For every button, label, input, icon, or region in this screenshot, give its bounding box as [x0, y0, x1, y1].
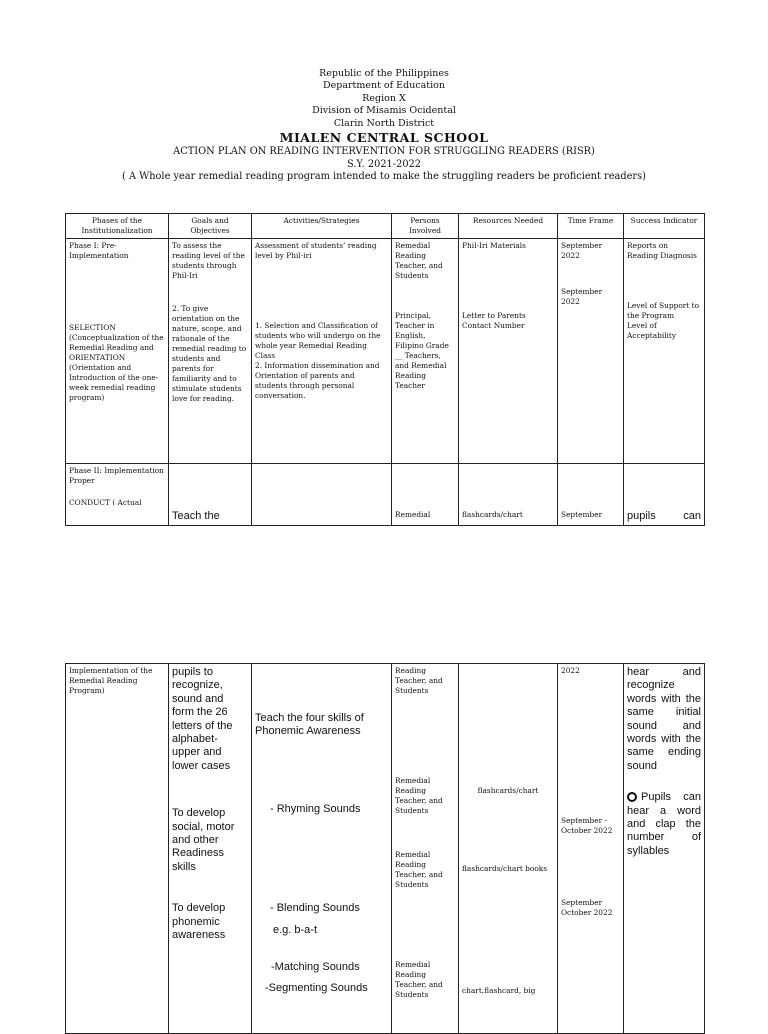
success-text: hear and recognize words with the same initial sound and words with the same ending sound	[627, 666, 701, 772]
time-text: September	[561, 510, 603, 519]
school-name: MIALEN CENTRAL SCHOOL	[279, 130, 489, 146]
time-text: September October 2022	[561, 898, 613, 917]
persons-text: Remedial Reading Teacher, and Students	[395, 241, 443, 280]
resources-text: flashcards/chart	[477, 786, 539, 795]
resources-text: flashcards/chart books	[462, 864, 548, 873]
persons-cell	[392, 239, 459, 464]
time-text: September - October 2022	[561, 816, 613, 835]
column-header: Goals and Objectives	[169, 214, 252, 239]
time-text: September 2022	[561, 241, 603, 260]
action-plan-table-part1	[65, 213, 705, 526]
time-text: September 2022	[561, 287, 603, 306]
column-header: Success Indicator	[624, 214, 705, 239]
success-cell	[624, 664, 705, 1034]
success-text: Level of Acceptability	[627, 321, 677, 340]
table-row-phase1	[66, 239, 705, 464]
column-header: Resources Needed	[459, 214, 558, 239]
column-header: Activities/Strategies	[252, 214, 392, 239]
resources-text: Phil-Iri Materials	[462, 241, 526, 250]
success-cell	[624, 239, 705, 464]
column-header: Phases of the Institutionalization	[66, 214, 169, 239]
time-cell	[558, 664, 624, 1034]
resources-text: flashcards/chart	[462, 510, 523, 519]
resources-cell	[459, 664, 558, 1034]
goal-text: To develop social, motor and other Readiness skills	[172, 807, 235, 873]
success-text: Reports on Reading Diagnosis	[627, 241, 697, 260]
success-text: pupils can	[627, 510, 701, 522]
activities-cell	[252, 664, 392, 1034]
time-cell	[558, 464, 624, 526]
goals-cell	[169, 664, 252, 1034]
resources-text: chart,flashcard, big	[462, 986, 536, 995]
plan-description: ( A Whole year remedial reading program intended to make the struggling readers be proficient readers)	[122, 171, 646, 183]
activities-cell	[252, 239, 392, 464]
activity-text: - Rhyming Sounds	[270, 802, 361, 815]
goal-text: 2. To give orientation on the nature, scope, and rationale of the remedial reading to students and parents for familiarity and to stimulate students love for reading.	[172, 304, 247, 403]
persons-cell	[392, 664, 459, 1034]
phase-label: Phase I: Pre-Implementation	[69, 241, 129, 260]
time-cell	[558, 239, 624, 464]
phase-cell	[66, 464, 169, 526]
goal-text: To develop phonemic awareness	[172, 902, 226, 942]
table-header-row	[66, 214, 705, 239]
activity-text: -Segmenting Sounds	[265, 982, 368, 995]
action-plan-table-part2	[65, 663, 705, 1034]
phase-cell	[66, 239, 169, 464]
conduct-label: CONDUCT ( Actual	[69, 498, 142, 507]
header-line-department: Department of Education	[323, 80, 445, 92]
header-line-region: Region X	[362, 92, 406, 104]
header-line-division: Division of Misamis Ocidental	[312, 105, 456, 117]
success-text: Level of Support to the Program	[627, 301, 700, 320]
phase-label: Implementation of the Remedial Reading Program)	[69, 666, 153, 695]
header-line-republic: Republic of the Philippines	[319, 68, 449, 79]
phase-label: Phase II: Implementation Proper	[69, 466, 164, 485]
goals-cell	[169, 239, 252, 464]
header-line-district: Clarin North District	[333, 117, 435, 129]
phase-cell	[66, 664, 169, 1034]
persons-text: Remedial	[395, 510, 431, 519]
school-year: S.Y. 2021-2022	[346, 158, 422, 170]
resources-cell	[459, 239, 558, 464]
resources-text: Letter to Parents Contact Number	[462, 311, 526, 330]
table-row-implementation	[66, 664, 705, 1034]
persons-text: Remedial Reading Teacher, and Students	[395, 960, 443, 999]
plan-title: ACTION PLAN ON READING INTERVENTION FOR STRUGGLING READERS (RISR)	[173, 146, 595, 158]
column-header: Time Frame	[558, 214, 624, 239]
activity-text: 1. Selection and Classification of students who will undergo on the whole year Remedial Reading Class	[255, 321, 381, 360]
resources-cell	[459, 464, 558, 526]
document-header	[0, 68, 768, 184]
circle-bullet-icon	[627, 792, 637, 802]
success-cell	[624, 464, 705, 526]
activity-text: e.g. b-a-t	[273, 923, 318, 936]
selection-label: SELECTION (Conceptualization of the Remedial Reading and ORIENTATION (Orientation and Introduction of the one-week remedial reading program)	[69, 323, 164, 402]
goal-text: Teach the	[172, 510, 220, 522]
goals-cell	[169, 464, 252, 526]
activity-text: - Blending Sounds	[270, 902, 360, 915]
persons-text: Reading Teacher, and Students	[395, 666, 443, 695]
activity-text: -Matching Sounds	[271, 961, 360, 974]
persons-text: Principal, Teacher in English, Filipino Grade __ Teachers, and Remedial Reading Teacher	[395, 311, 449, 390]
success-text: Pupils can hear a word and clap the number of syllables	[627, 791, 701, 857]
persons-cell	[392, 464, 459, 526]
activity-text: Teach the four skills of Phonemic Awareness	[255, 712, 364, 738]
column-header: Persons Involved	[392, 214, 459, 239]
persons-text: Remedial Reading Teacher, and Students	[395, 850, 443, 889]
success-item-bullet	[627, 791, 701, 858]
persons-text: Remedial Reading Teacher, and Students	[395, 776, 443, 815]
activities-cell	[252, 464, 392, 526]
activity-text: 2. Information dissemination and Orientation of parents and students through personal conversation.	[255, 361, 380, 400]
time-text: 2022	[561, 666, 580, 675]
table-row-phase2	[66, 464, 705, 526]
goal-text: pupils to recognize, sound and form the 26 letters of the alphabet- upper and lower cases	[172, 666, 233, 772]
activity-text: Assessment of students’ reading level by Phil-iri	[255, 241, 377, 260]
goal-text: To assess the reading level of the students through Phil-Iri	[172, 241, 245, 280]
